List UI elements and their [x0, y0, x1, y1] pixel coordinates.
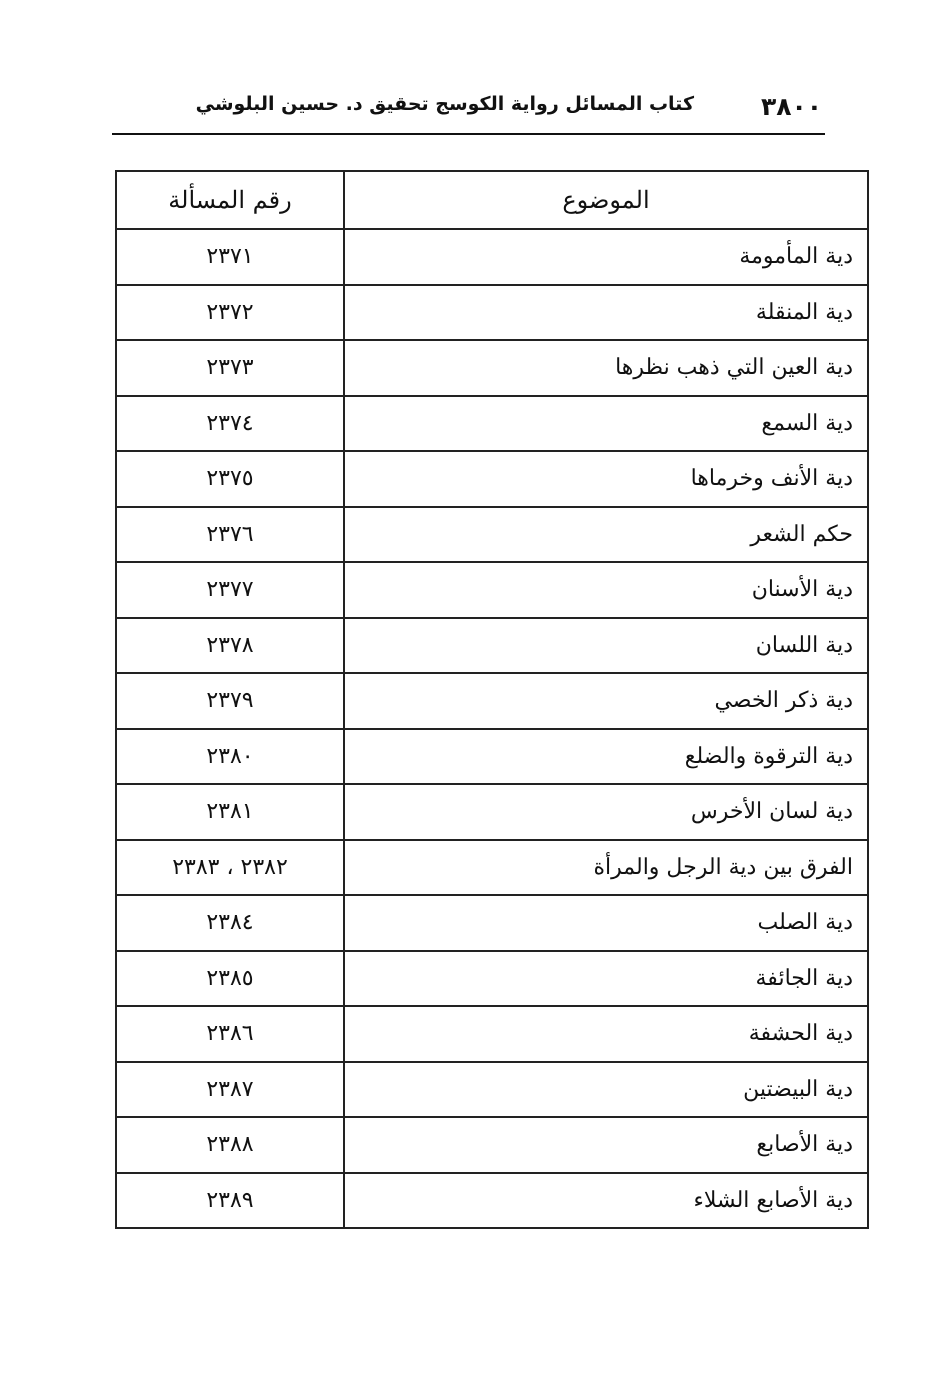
row-question-number: ٢٣٨٤: [116, 895, 344, 951]
table-row: [116, 951, 868, 1007]
row-subject: دية الأنف وخرماها: [344, 451, 868, 507]
row-subject: دية المأمومة: [344, 229, 868, 285]
row-question-number: ٢٣٧٤: [116, 396, 344, 452]
row-question-number: ٢٣٧٥: [116, 451, 344, 507]
row-question-number: ٢٣٨٩: [116, 1173, 344, 1229]
table-row: [116, 451, 868, 507]
row-question-number: ٢٣٨٨: [116, 1117, 344, 1173]
table-row: [116, 673, 868, 729]
row-question-number: ٢٣٨٢ ، ٢٣٨٣: [116, 840, 344, 896]
row-question-number: ٢٣٧٩: [116, 673, 344, 729]
table-row: [116, 729, 868, 785]
row-subject: دية العين التي ذهب نظرها: [344, 340, 868, 396]
table-row: [116, 507, 868, 563]
row-subject: الفرق بين دية الرجل والمرأة: [344, 840, 868, 896]
row-subject: دية اللسان: [344, 618, 868, 674]
table-row: [116, 396, 868, 452]
table-row: [116, 784, 868, 840]
row-question-number: ٢٣٨٥: [116, 951, 344, 1007]
row-subject: دية الجائفة: [344, 951, 868, 1007]
table-row: [116, 1006, 868, 1062]
row-subject: دية الترقوة والضلع: [344, 729, 868, 785]
row-subject: دية الحشفة: [344, 1006, 868, 1062]
table-header-row: [116, 171, 868, 229]
table-row: [116, 840, 868, 896]
row-question-number: ٢٣٨٠: [116, 729, 344, 785]
column-header-question-number: رقم المسألة: [116, 171, 344, 229]
table-row: [116, 895, 868, 951]
table-row: [116, 618, 868, 674]
row-question-number: ٢٣٧٨: [116, 618, 344, 674]
table-row: [116, 1062, 868, 1118]
table-row: [116, 340, 868, 396]
row-subject: دية الأسنان: [344, 562, 868, 618]
row-subject: دية ذكر الخصي: [344, 673, 868, 729]
row-subject: دية السمع: [344, 396, 868, 452]
table-row: [116, 1117, 868, 1173]
row-question-number: ٢٣٨١: [116, 784, 344, 840]
table-row: [116, 229, 868, 285]
table-row: [116, 1173, 868, 1229]
row-question-number: ٢٣٧٢: [116, 285, 344, 341]
running-title: كتاب المسائل رواية الكوسج تحقيق د. حسين البلوشي: [195, 93, 694, 115]
row-question-number: ٢٣٨٦: [116, 1006, 344, 1062]
row-subject: دية الأصابع الشلاء: [344, 1173, 868, 1229]
row-subject: دية البيضتين: [344, 1062, 868, 1118]
contents-table: [115, 170, 869, 1229]
table-row: [116, 562, 868, 618]
header-divider: [112, 133, 825, 135]
column-header-subject: الموضوع: [344, 171, 868, 229]
row-question-number: ٢٣٧١: [116, 229, 344, 285]
row-subject: دية لسان الأخرس: [344, 784, 868, 840]
row-question-number: ٢٣٧٣: [116, 340, 344, 396]
row-question-number: ٢٣٧٧: [116, 562, 344, 618]
row-question-number: ٢٣٨٧: [116, 1062, 344, 1118]
row-subject: دية المنقلة: [344, 285, 868, 341]
row-question-number: ٢٣٧٦: [116, 507, 344, 563]
row-subject: دية الأصابع: [344, 1117, 868, 1173]
table-row: [116, 285, 868, 341]
page-header: [112, 88, 822, 130]
row-subject: حكم الشعر: [344, 507, 868, 563]
row-subject: دية الصلب: [344, 895, 868, 951]
page-number: ٣٨٠٠: [760, 92, 822, 121]
